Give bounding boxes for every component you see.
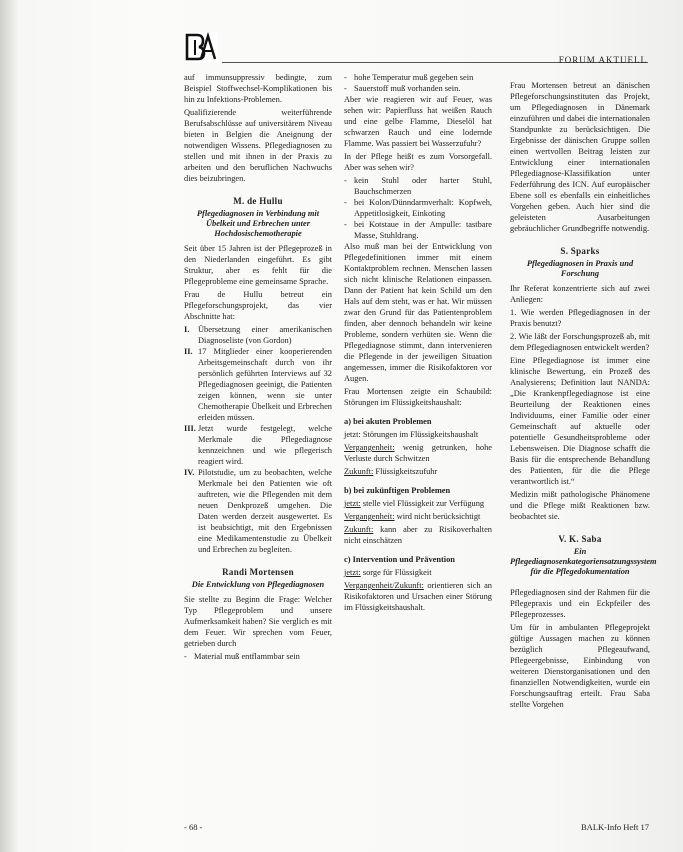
list-item — [184, 467, 332, 555]
dash-bullet: - — [344, 176, 347, 185]
talk-subtitle: Pflegediagnosen in Praxis und Forschung — [526, 259, 634, 278]
underlined-label: Zukunft: — [344, 467, 374, 476]
author-heading: Randi Mortensen — [222, 567, 294, 577]
paragraph: Seit über 15 Jahren ist der Pflegeprozeß in den Niederlanden eingeführt. Es gibt Struktur, aber es fehlt für die Pflegeprobleme eine gemeinsame Sprache. — [184, 244, 332, 286]
paragraph — [344, 442, 492, 464]
header-title: FORUM AKTUELL — [558, 55, 647, 65]
talk-subtitle: Die Entwicklung von Pflegediagnosen — [191, 580, 325, 589]
page-number: - 68 - — [184, 822, 203, 832]
dash-text: bei Kotstaue in der Ampulle: tastbare Masse, Stuhldrang. — [354, 220, 492, 240]
paragraph: Um für in ambulanten Pflegeprojekt gültige Aussagen machen zu können bezüglich Pflegeaufwand, Pflegeergebnisse, Einbindung von weiteren Dienstorganisationen und den finanziellen Notwendigkeiten, wurde ein Forschungsauftrag erteilt. Frau Saba stellte Vorgehen — [510, 623, 650, 709]
paragraph — [344, 524, 492, 546]
list-number: I. — [184, 325, 190, 334]
inline-text: stelle viel Flüssigkeit zur Verfügung — [360, 499, 485, 508]
dash-bullet: - — [344, 73, 347, 82]
list-text: 17 Mitglieder einer kooperierenden Arbeitsgemeinschaft durch von ihr persönlich geführten Interviews auf 32 Pflegediagnosen geeinigt, die Patienten zeigen können, wenn sie unter Chemotherapie Übelkeit und Erbrechen erleiden müssen. — [198, 347, 332, 422]
paragraph: Also muß man bei der Entwicklung von Pflegedefinitionen immer mit einem Kontaktproblem rechnen. Menschen lassen sich nicht klinische Relationen einpassen. Dann der Patient hat kein Schild um den Hals auf dem steht, was er hat. Wir müssen zwar den Grund für das Patientenproblem finden, aber dennoch behandeln wir keine Probleme, sondern verhüten sie. Wenn die Pflegediagnose stimmt, dann intervenieren die Pflegende in der jeweiligen Situation angemessen, immer die Risikofaktoren vor Augen. — [344, 242, 492, 383]
paragraph: Medizin mißt pathologische Phänomene und die Pflege mißt Reaktionen bzw. beobachtet sie. — [510, 490, 650, 521]
paragraph: Qualifizierende weiterführende Berufsabschlüsse auf universitärem Niveau bieten in Belgien die Aneignung der notwendigen Wissens. Pflegediagnosen zu stellen und mit ihnen in der Praxis zu arbeiten und den beruflichen Nachwuchs dies beizubringen. — [184, 108, 332, 183]
dash-text: bei Kolon/Dünndarmverhalt: Kopfweh, Appetitlosigkeit, Einkoting — [354, 198, 492, 218]
list-item — [184, 423, 332, 467]
list-number: III. — [184, 424, 196, 433]
underlined-label: jetzt: — [344, 499, 361, 508]
underlined-label: jetzt: — [344, 568, 361, 577]
paragraph: auf immunsuppressiv bedingte, zum Beispiel Stoffwechsel-Komplikationen bis hin zu Infektions-Problemen. — [184, 73, 332, 104]
list-item — [184, 324, 332, 346]
list-number: II. — [184, 347, 193, 356]
paragraph: Frau Mortensen zeigte ein Schaubild: Störungen im Flüssigkeitshaushalt: — [344, 387, 492, 407]
dash-text: hohe Temperatur muß gegeben sein — [354, 73, 474, 82]
author-heading: V. K. Saba — [558, 534, 602, 544]
journal-footer: BALK-Info Heft 17 — [581, 822, 649, 832]
paragraph: Sie stellte zu Beginn die Frage: Welcher Typ Pflegeproblem und unsere Aufmerksamkeit haben? Sie verglich es mit dem Feuer. Wir sprechen vom Feuer, getrieben durch — [184, 595, 332, 648]
underlined-label: Zukunft: — [344, 525, 374, 534]
underlined-label: Vergangenheit: — [344, 512, 395, 521]
dash-item — [184, 651, 332, 662]
paragraph: Pflegediagnosen sind der Rahmen für die Pflegepraxis und ein Eckpfeiler des Pflegeprozesses. — [510, 588, 650, 619]
section-heading: c) Intervention und Prävention — [344, 555, 455, 564]
dash-item — [344, 219, 492, 241]
talk-subtitle: Ein Pflegediagnosenkategoriensatzungssystem für die Pflegedokumentation — [510, 547, 657, 576]
paragraph — [344, 498, 492, 509]
dash-item — [344, 175, 492, 197]
balk-logo-icon — [184, 32, 218, 62]
author-heading: S. Sparks — [560, 246, 600, 256]
paragraph — [344, 580, 492, 613]
inline-text: sorge für Flüssigkeit — [360, 568, 432, 577]
list-number: IV. — [184, 468, 195, 477]
dash-text: Sauerstoff muß vorhanden sein. — [354, 84, 461, 93]
paragraph: jetzt: Störungen im Flüssigkeitshaushalt — [344, 430, 479, 439]
inline-text: wenig getrunken, hohe Verluste durch Schwitzen — [344, 443, 492, 463]
paragraph: Eine Pflegediagnose ist immer eine klinische Bewertung, ein Prozeß des Analysierens; Definition laut NANDA: „Die Krankenpflegediagnose ist eine Beurteilung der Reaktionen eines Individuums, einer Familie oder einer Gemeinschaft auf aktuelle oder potentielle Gesundheitsprobleme oder Lebensweisen. Die Diagnose schafft die Basis für die entsprechende Behandlung des Patienten, für die die Pflege verantwortlich ist.“ — [510, 356, 650, 486]
paragraph: In der Pflege heißt es zum Vorsorgefall. Aber was sehen wir? — [344, 152, 492, 172]
column-1 — [184, 72, 332, 662]
underlined-label: Vergangenheit: — [344, 443, 395, 452]
paragraph — [344, 511, 492, 522]
paragraph: Aber wie reagieren wir auf Feuer, was sehen wir: Papierfluss hat weißen Rauch und eine gelbe Flamme, Dieselöl hat schwarzen Rauch und eine lodernde Flamme. Was passiert bei Wasserzufuhr? — [344, 95, 492, 148]
question-item: 2. Wie läßt der Forschungsprozeß ab, mit dem Pflegediagnosen entwickelt werden? — [510, 332, 650, 352]
list-text: Pilotstudie, um zu beobachten, welche Merkmale bei den Patienten wie oft auftreten, wie die Pflegenden mit dem neuen Denkprozeß umgehen. Die Daten werden derzeit ausgewertet. Es ist beabsichtigt, mit den Ergebnissen eine Medikamentenstudie zu Übelkeit und Erbrechen zu begleiten. — [198, 468, 332, 554]
paragraph — [344, 567, 492, 578]
dash-bullet: - — [344, 84, 347, 93]
section-heading: a) bei akuten Problemen — [344, 417, 432, 426]
book-gutter-shadow — [0, 0, 18, 852]
dash-item — [344, 197, 492, 219]
paragraph: Frau Mortensen betreut an dänischen Pflegeforschungsinstituten das Projekt, um Pflegediagnosen in Dänemark einzuführen und dabei die internationalen Standpunkte zu berücksichtigen. Die Ergebnisse der dänischen Gruppe sollen einen wertvollen Beitrag leisten zur Entwicklung einer internationalen Pflegediagnose-Klassifikation unter Federführung des ICN. Auf europäischer Ebene soll es ebenfalls ein einheitliches Vorgehen geben. Auch hier sind die geleisteten Ausarbeitungen gebräuchlicher Grundbegriffe notwendig. — [510, 81, 650, 233]
paragraph: Frau de Hullu betreut ein Pflegeforschungsprojekt, das vier Abschnitte hat: — [184, 290, 332, 321]
inline-text: orientieren sich an Risikofaktoren und Ursachen einer Störung im Flüssigkeitshaushalt. — [344, 581, 492, 612]
inline-text: kann aber zu Risikoverhalten nicht einschätzen — [344, 525, 492, 545]
column-3 — [510, 80, 657, 712]
paragraph: Ihr Referat konzentrierte sich auf zwei Anliegen: — [510, 284, 650, 304]
dash-item — [344, 83, 492, 94]
dash-item — [344, 72, 492, 83]
paragraph — [344, 466, 492, 477]
underlined-label: Vergangenheit/Zukunft: — [344, 581, 424, 590]
author-heading: M. de Hullu — [233, 196, 283, 206]
talk-subtitle: Pflegediagnosen in Verbindung mit Übelkeit und Erbrechen unter Hochdosischemotherapie — [196, 209, 320, 238]
section-heading: b) bei zukünftigen Problemen — [344, 486, 451, 495]
inline-text: Flüssigkeitszufuhr — [373, 467, 438, 476]
dash-bullet: - — [344, 220, 347, 229]
dash-bullet: - — [344, 198, 347, 207]
column-2 — [344, 72, 492, 615]
dash-bullet: - — [184, 652, 187, 661]
list-item — [184, 346, 332, 423]
question-item: 1. Wie werden Pflegediagnosen in der Praxis benutzt? — [510, 308, 650, 328]
dash-text: Material muß entflammbar sein — [194, 652, 300, 661]
dash-text: kein Stuhl oder harter Stuhl, Bauchschmerzen — [354, 176, 492, 196]
list-text: Jetzt wurde festgelegt, welche Merkmale die Pflegediagnose kennzeichnen und wie pflegerisch reagiert wird. — [198, 424, 332, 466]
list-text: Übersetzung einer amerikanischen Diagnoseliste (von Gordon) — [198, 325, 332, 345]
inline-text: wird nicht berücksichtigt — [394, 512, 481, 521]
